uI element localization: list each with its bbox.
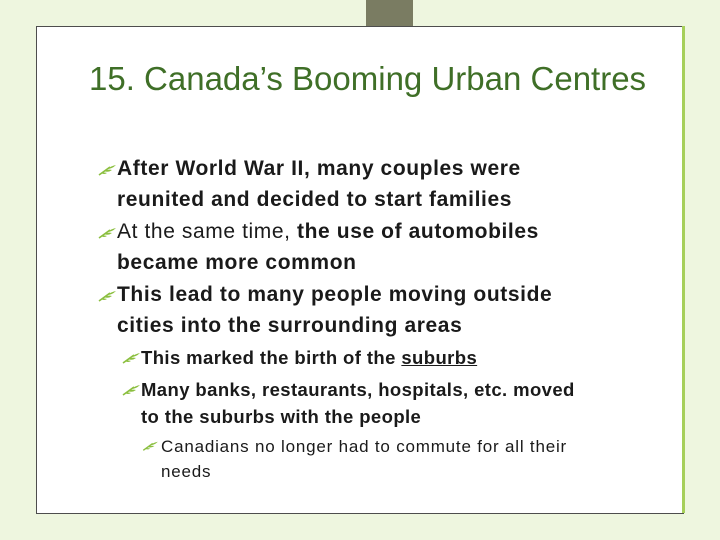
slide-accent-bar xyxy=(682,26,685,513)
bullet-item-2: At the same time, the use of automobiles became more common xyxy=(117,220,539,274)
bullet-item-3: This lead to many people moving outside cities into the surrounding areas xyxy=(117,283,553,337)
bullet-item-6: Canadians no longer had to commute for all their needs xyxy=(161,437,567,481)
wheat-bullet-icon xyxy=(98,163,118,177)
wheat-bullet-icon xyxy=(142,440,160,452)
slide-title: 15. Canada’s Booming Urban Centres xyxy=(89,60,647,97)
bullet-item-1: After World War II, many couples were reunited and decided to start families xyxy=(117,157,521,211)
wheat-bullet-icon xyxy=(98,226,118,240)
wheat-bullet-icon xyxy=(122,383,142,397)
bullet-item-4: This marked the birth of the suburbs xyxy=(141,347,478,368)
wheat-bullet-icon xyxy=(122,351,142,365)
bullet-item-5: Many banks, restaurants, hospitals, etc. moved to the suburbs with the people xyxy=(141,379,575,427)
wheat-bullet-icon xyxy=(98,289,118,303)
